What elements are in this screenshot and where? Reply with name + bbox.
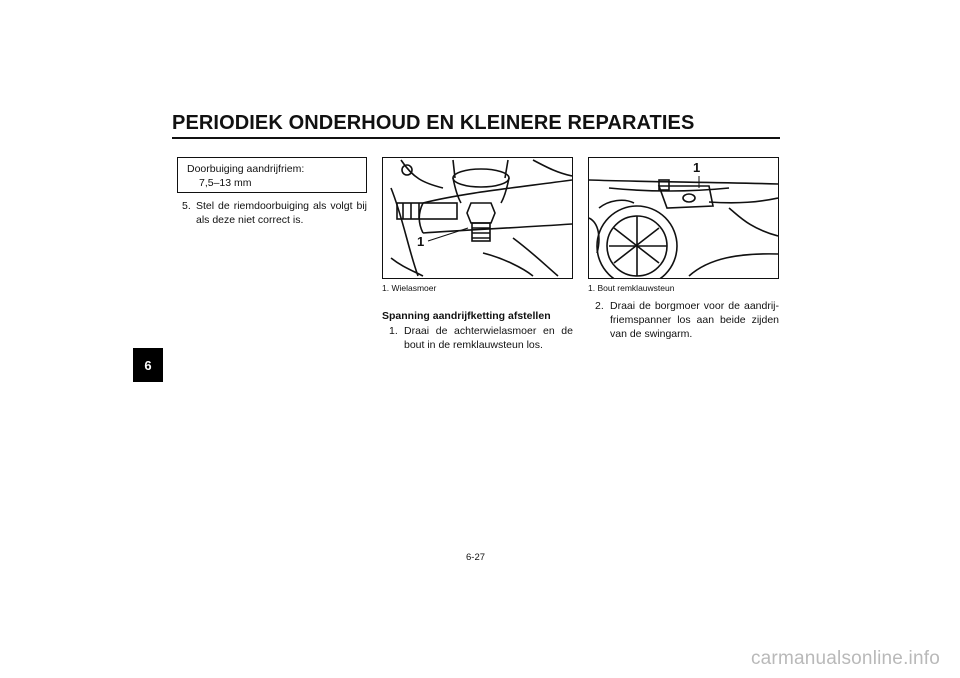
spec-label: Doorbuiging aandrijfriem: xyxy=(187,163,305,175)
page-number: 6-27 xyxy=(466,552,486,563)
spec-value: 7,5–13 mm xyxy=(199,177,252,189)
figure-caption: 1. Wielasmoer xyxy=(382,283,437,293)
figure-callout: 1 xyxy=(693,160,701,175)
step-number: 1. xyxy=(389,325,398,337)
step-1 xyxy=(389,324,573,354)
step-5 xyxy=(182,199,367,229)
page-title: PERIODIEK ONDERHOUD EN KLEINERE REPARATIES xyxy=(172,112,695,134)
chapter-tab: 6 xyxy=(133,348,163,382)
header-divider xyxy=(172,137,780,139)
spec-box xyxy=(177,157,367,193)
section-heading: Spanning aandrijfketting afstellen xyxy=(382,310,551,322)
figure-caption: 1. Bout remklauwsteun xyxy=(588,283,675,293)
figure-callout: 1 xyxy=(417,234,425,249)
step-2 xyxy=(595,299,779,343)
step-text: Stel de riemdoorbuiging als volgt bij als deze niet correct is. xyxy=(196,200,367,226)
axle-nut-illustration xyxy=(383,158,572,278)
step-text: Draai de achterwielasmoer en de bout in de remklauwsteun los. xyxy=(404,325,573,351)
step-number: 5. xyxy=(182,200,191,212)
step-text: Draai de borgmoer voor de aandrij-friemspanner los aan beide zijden van de swingarm. xyxy=(610,300,779,340)
step-number: 2. xyxy=(595,300,604,312)
figure-caliper-bolt xyxy=(588,157,779,279)
caliper-bolt-illustration xyxy=(589,158,778,278)
watermark: carmanualsonline.info xyxy=(750,648,940,669)
figure-axle-nut xyxy=(382,157,573,279)
